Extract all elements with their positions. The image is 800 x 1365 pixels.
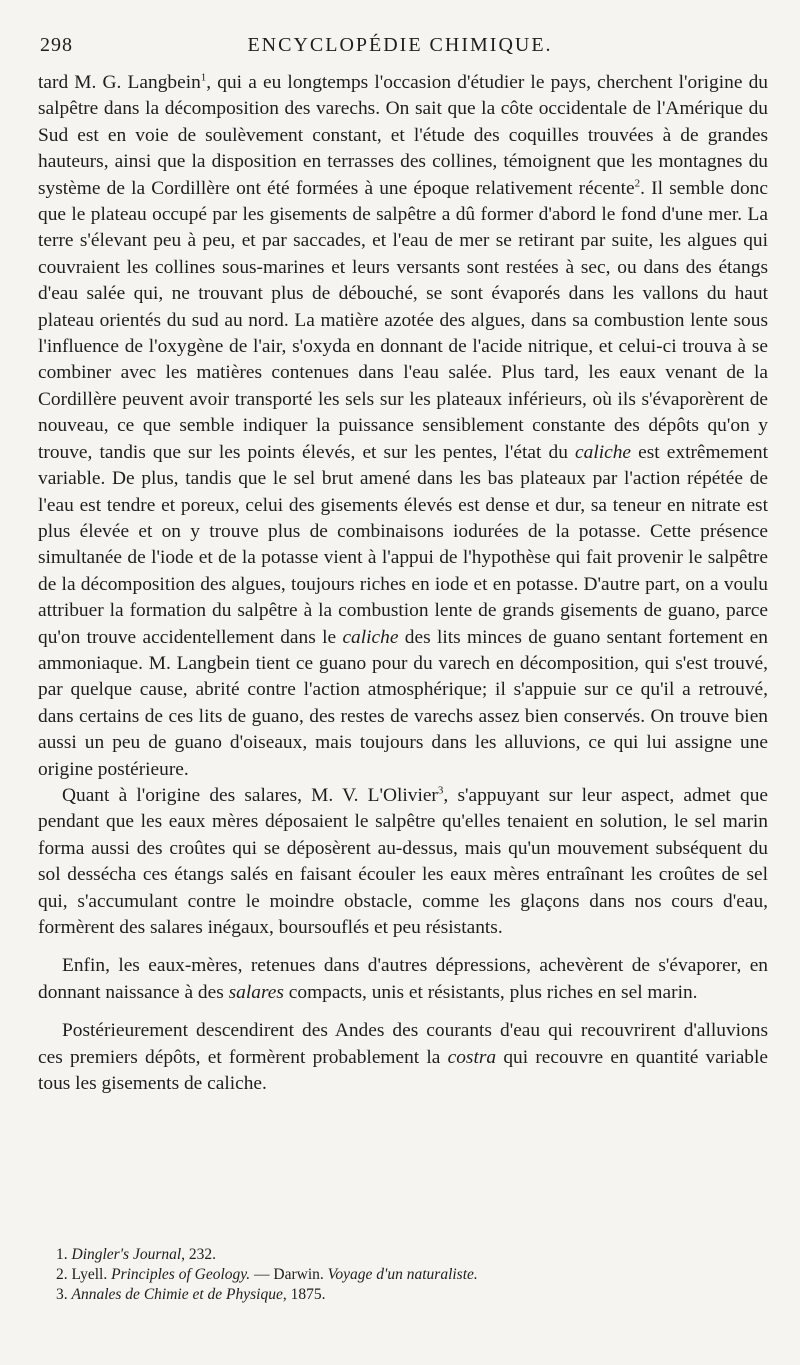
italic-term: Principles of Geology. <box>111 1266 251 1283</box>
text-run: Quant à l'origine des salares, M. V. L'Olivier <box>62 784 438 806</box>
italic-term: Dingler's Journal <box>71 1246 182 1263</box>
italic-term: Annales de Chimie et de Physique <box>71 1286 283 1303</box>
text-run: 3. <box>56 1286 72 1303</box>
footnote-ref: 1 <box>200 71 207 84</box>
footnote <box>38 1265 768 1285</box>
paragraph <box>38 783 768 941</box>
italic-term: caliche <box>342 626 399 648</box>
text-run: 2. Lyell. <box>56 1266 112 1283</box>
paragraph <box>38 70 768 783</box>
text-run: est extrêmement variable. De plus, tandis que le sel brut amené dans les bas plateaux par l'action répétée de l'eau est tendre et poreux, celui des gisements élevés est dense et dur, sa teneur en nitrate est plus élevée et on y trouve plus de combinaisons iodurées de la potasse. Cette présence simultanée de l'iode et de la potasse vient à l'appui de l'hypothèse qui fait provenir le salpêtre de la décomposition des algues, toujours riches en iode et en potasse. D'autre part, on a voulu attribuer la formation du salpêtre à la combustion lente de grands gisements de guano, parce qu'on trouve accidentellement dans le <box>38 441 768 648</box>
italic-term: costra <box>447 1046 497 1068</box>
text-run: , 232. <box>181 1246 217 1263</box>
text-run: . Il semble donc que le plateau occupé par les gisements de salpêtre a dû former d'abord le fond d'une mer. La terre s'élevant peu à peu, et par saccades, et l'eau de mer se retirant par suite, les algues qui couvraient les collines sous-marines et leurs versants sont restées à sec, ou dans des étangs d'eau salée qui, ne trouvant plus de débouché, se sont évaporés dans les vallons du haut plateau orientés du sud au nord. La matière azotée des algues, dans sa combustion lente sous l'influence de l'oxygène de l'air, s'oxyda en donnant de l'acide nitrique, et celui-ci trouva à se combiner avec les matières contenues dans l'eau salée. Plus tard, les eaux venant de la Cordillère peuvent avoir transporté les sels sur les plateaux inférieurs, où ils s'évaporèrent de nouveau, ce que semble indiquer la puissance sensiblement constante des dépôts qu'on y trouve, tandis que sur les points élevés, et sur les pentes, l'état du <box>38 177 768 463</box>
running-head: ENCYCLOPÉDIE CHIMIQUE. <box>247 34 553 56</box>
italic-term: caliche <box>575 441 632 463</box>
page-number: 298 <box>40 34 73 56</box>
footnote-ref: 2 <box>634 177 641 190</box>
text-run: , s'appuyant sur leur aspect, admet que pendant que les eaux mères déposaient le salpêtre qu'elles tenaient en solution, le sel marin forma aussi des croûtes qui se déposèrent au-dessus, mais qu'un mouvement subséquent du sol dessécha ces étangs salés en faisant écouler les eaux mères entraînant les croûtes de sel qui, s'accumulant contre le moindre obstacle, comme les glaçons dans nos cours d'eau, formèrent des salares inégaux, boursouflés et peu résistants. <box>38 784 768 938</box>
text-run: qui recouvre en quantité variable tous les gisements de caliche. <box>38 1046 768 1095</box>
footnote <box>38 1285 768 1305</box>
text-run: , qui a eu longtemps l'occasion d'étudier le pays, cherchent l'origine du salpêtre dans la décomposition des varechs. On sait que la côte occidentale de l'Amérique du Sud est en voie de soulèvement constant, et l'étude des coquilles trouvées à de grandes hauteurs, ainsi que la disposition en terrasses des collines, témoignent que les montagnes du système de la Cordillère ont été formées à une époque relativement récente <box>38 72 768 199</box>
footnote-ref: 3 <box>437 784 444 797</box>
text-run: , 1875. <box>282 1286 326 1303</box>
text-run: Postérieurement descendirent des Andes des courants d'eau qui recouvrirent d'alluvions ces premiers dépôts, et formèrent probablement la <box>38 1020 768 1068</box>
italic-term: Voyage d'un naturaliste. <box>327 1266 478 1283</box>
text-run: 1. <box>56 1246 72 1263</box>
paragraph <box>38 1018 768 1097</box>
paragraph <box>38 953 768 1006</box>
text-run: compacts, unis et résistants, plus riches en sel marin. <box>283 981 698 1003</box>
text-run: Enfin, les eaux-mères, retenues dans d'autres dépressions, achevèrent de s'évaporer, en donnant naissance à des <box>38 955 768 1003</box>
footnote <box>38 1245 768 1265</box>
body-text <box>38 70 768 1097</box>
text-run: — Darwin. <box>250 1266 328 1283</box>
italic-term: salares <box>228 981 284 1003</box>
footnotes <box>38 1245 768 1305</box>
page-header <box>40 34 760 64</box>
text-run: tard M. G. Langbein <box>38 72 201 93</box>
text-run: des lits minces de guano sentant fortement en ammoniaque. M. Langbein tient ce guano pour du varech en décomposition, qui s'est trouvé, par quelque cause, abrité contre l'action atmosphérique; il s'appuie sur ce qu'il a retrouvé, dans certains de ces lits de guano, des restes de varechs assez bien conservés. On trouve bien aussi un peu de guano d'oiseaux, mais toujours dans les alluvions, ce qui lui assigne une origine postérieure. <box>38 626 768 780</box>
